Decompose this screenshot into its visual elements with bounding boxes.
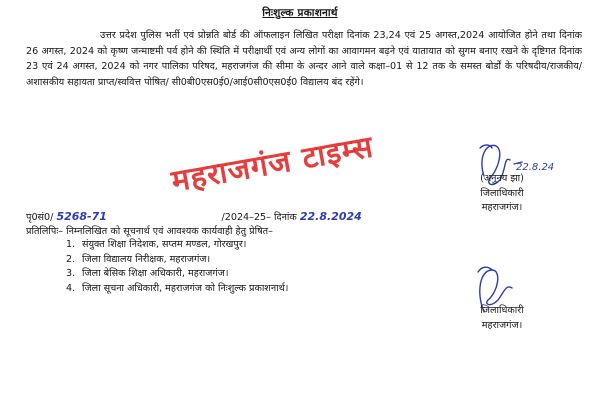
signatory-2-designation: जिलाधिकारी <box>480 305 524 316</box>
recipient-list <box>66 238 466 296</box>
list-item: 4. जिला सूचना अधिकारी, महराजगंज को निःशुल्क प्रकाशनार्थ। <box>66 282 289 294</box>
signatory-2-district: महराजगंज। <box>481 319 523 331</box>
notice-body <box>26 28 582 90</box>
signatory-1-name: (अनुनय झा) <box>480 173 524 184</box>
signatory-1-block <box>442 172 562 216</box>
signature-1-date: 22.8.24 <box>516 162 555 173</box>
page-title: निःशुल्क प्रकाशनार्थ <box>262 7 338 19</box>
notice-paragraph: उत्तर प्रदेश पुलिस भर्ती एवं प्रोन्नति बोर्ड की ऑफलाइन लिखित परीक्षा दिनांक 23,24 एवं 25 अगस्त,2024 आयोजित होने तथा दिनांक 26 अगस्त, 2024 को कृष्ण जन्माष्टमी पर्व होने की स्थिति में परीक्षार्थी एवं अन्य लोगों का आवागमन बढ़ने एवं यातायात को सुगम बनाए रखने के दृष्टिगत दिनांक 23 एवं 24 अगस्त, 2024 को नगर पालिका परिषद, महराजगंज की सीमा के अन्दर आने वाले कक्षा–01 से 12 तक के समस्त बोर्डों के परिषदीय/राजकीय/अशासकीय सहायता प्राप्त/स्ववित्त पोषित/ सी0बी0एस0ई0/आई0सी0एस0ई0 विद्यालय बंद रहेंगे। <box>26 30 582 88</box>
list-item: 2. जिला विद्यालय निरीक्षक, महराजगंज। <box>66 253 211 265</box>
list-item: 1. संयुक्त शिक्षा निदेशक, सप्तम मण्डल, गोरखपुर। <box>66 239 247 250</box>
signatory-1-district: महराजगंज। <box>481 202 523 213</box>
reference-prefix: पृ0सं0/ <box>26 212 54 223</box>
copy-intro: प्रतिलिपिः– निम्नलिखित को सूचनार्थ एवं आवश्यक कार्यवाही हेतु प्रेषित– <box>26 226 273 237</box>
watermark-stamp: महराजगंज टाइम्स <box>168 129 377 200</box>
reference-number: 5268-71 <box>56 210 107 223</box>
signatory-2-block <box>442 304 562 333</box>
reference-date: 22.8.2024 <box>299 210 362 223</box>
reference-middle: /2024–25– <box>221 212 271 223</box>
signatory-1-designation: जिलाधिकारी <box>480 187 524 199</box>
list-item: 3. जिला बेसिक शिक्षा अधिकारी, महराजगंज। <box>66 268 229 279</box>
reference-date-label: दिनांक <box>274 212 297 223</box>
reference-line <box>26 210 586 223</box>
